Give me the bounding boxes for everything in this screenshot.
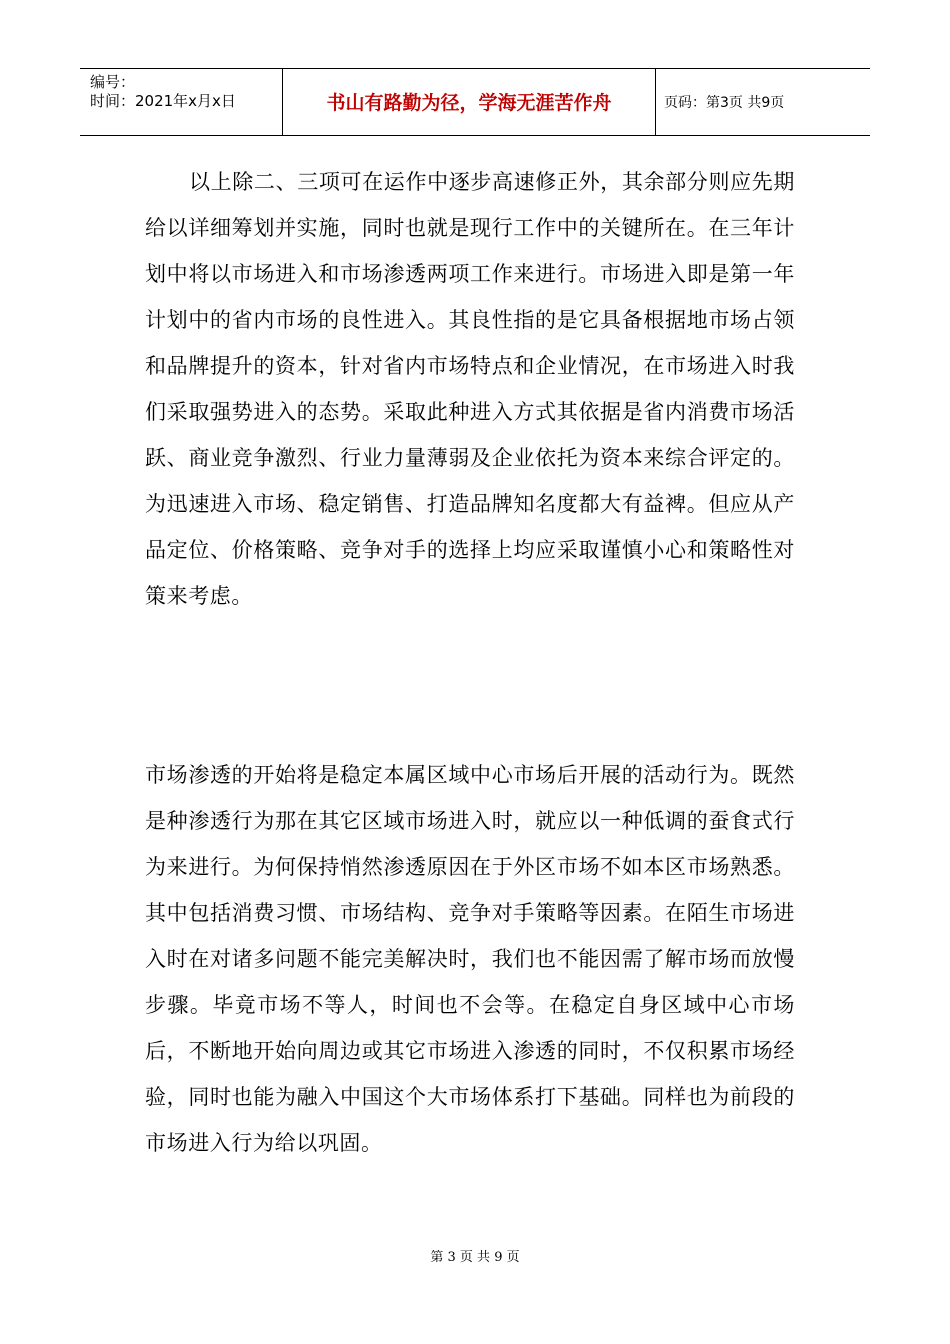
- page-header: [80, 68, 870, 136]
- header-meta-cell: [80, 69, 283, 135]
- header-page-cell: [656, 69, 870, 135]
- number-label: 编号：: [90, 73, 136, 91]
- motto-text: 书山有路勤为径，学海无涯苦作舟: [326, 92, 612, 114]
- page-code-text: 页码：第3页 共9页: [664, 95, 785, 111]
- body-paragraph-1: 以上除二、三项可在运作中逐步高速修正外，其余部分则应先期给以详细筹划并实施，同时也就是现行工作中的关键所在。在三年计划中将以市场进入和市场渗透两项工作来进行。市场进入即是第一年计划中的省内市场的良性进入。其良性指的是它具备根据地市场占领和品牌提升的资本，针对省内市场特点和企业情况，在市场进入时我们采取强势进入的态势。采取此种进入方式其依据是省内消费市场活跃、商业竞争激烈、行业力量薄弱及企业依托为资本来综合评定的。为迅速进入市场、稳定销售、打造品牌知名度都大有益裨。但应从产品定位、价格策略、竞争对手的选择上均应采取谨慎小心和策略性对策来考虑。: [145, 170, 795, 608]
- body-paragraph-2: 市场渗透的开始将是稳定本属区域中心市场后开展的活动行为。既然是种渗透行为那在其它区域市场进入时，就应以一种低调的蚕食式行为来进行。为何保持悄然渗透原因在于外区市场不如本区市场熟悉。其中包括消费习惯、市场结构、竞争对手策略等因素。在陌生市场进入时在对诸多问题不能完美解决时，我们也不能因需了解市场而放慢步骤。毕竟市场不等人，时间也不会等。在稳定自身区域中心市场后，不断地开始向周边或其它市场进入渗透的同时，不仅积累市场经验，同时也能为融入中国这个大市场体系打下基础。同样也为前段的市场进入行为给以巩固。: [145, 763, 795, 1155]
- time-label: 时间：2021年x月x日: [90, 92, 236, 110]
- header-motto-cell: [283, 69, 656, 135]
- page-footer: 第 3 页 共 9 页: [430, 1250, 520, 1265]
